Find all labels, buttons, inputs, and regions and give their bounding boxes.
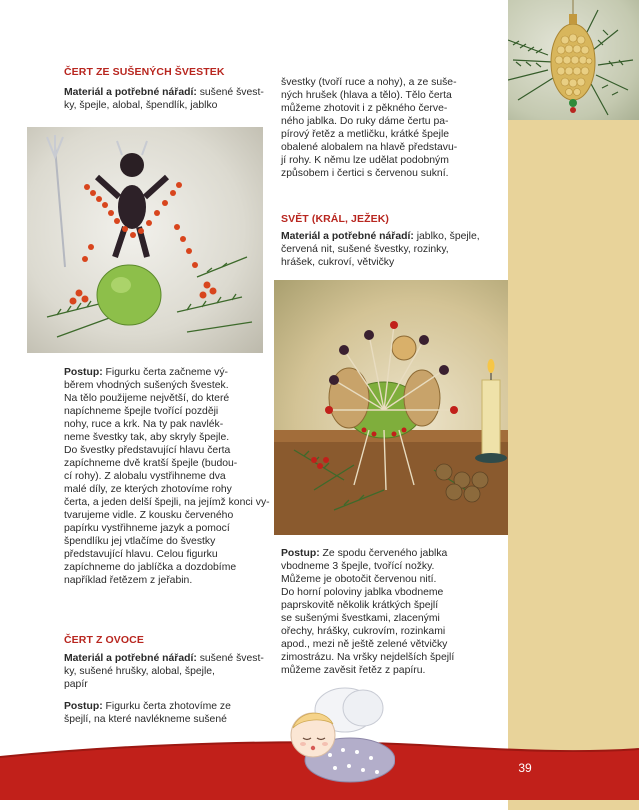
photo-plum-devil — [27, 127, 263, 353]
apple-star-illustration — [274, 280, 508, 535]
postup-paragraph-svet: Postup: Ze spodu červeného jablka vbodneme 3 špejle, tvořící nožky. Můžeme je obotočit červenou nití. Do horní poloviny jablka vbodneme paprskovitě několik krátkých špejlí se sušenými švestkami, zlacenými ořechy, hrášky, cukrovím, rozinkami apod., mezi ně ještě zelené větvičky zimostrázu. Na vršky nejdelších špejlí můžeme zavěsit řetěz z papíru. — [281, 548, 455, 676]
section-title-cert-svestky: ČERT ZE SUŠENÝCH ŠVESTEK — [64, 66, 225, 78]
sleeping-angel-figurine — [285, 680, 395, 790]
postup-label: Postup: — [64, 701, 103, 712]
material-label: Materiál a potřebné nářadí: — [64, 87, 197, 98]
material-paragraph-cert-ovoce: Materiál a potřebné nářadí: sušené švest- ky, sušené hrušky, alobal, špejle, papír — [64, 653, 264, 690]
postup-paragraph-cert-svestky: Postup: Figurku čerta začneme vý- běrem vhodných sušených švestek. Na tělo použijeme největší, do které napíchneme špejle tvořící později nohy, ruce a krk. Na ty pak navlék- neme švestky tak, aby skryly špejle. Do švestky představující hlavu čerta zapíchneme dvě kratší špejle (budou- cí rohy). Z alobalu vystřihneme dva malé díly, ze kterých zhotovíme rohy čerta, a jeden delší špejli, na jejímž konci vy- tvarujeme vidle. Z kousku červeného papírku vystřihneme jazyk a pomocí špendlíku jej vtlačíme do švestky představující hlavu. Celou figurku zapíchneme do jablíčka a dozdobíme například řetězem z jeřabin. — [64, 367, 270, 586]
postup-label: Postup: — [281, 548, 320, 559]
page-number: 39 — [518, 761, 532, 775]
ornament-illustration — [508, 0, 639, 120]
postup-label: Postup: — [64, 367, 103, 378]
material-paragraph-cert-svestky: Materiál a potřebné nářadí: sušené švest- ky, špejle, alobal, špendlík, jablko — [64, 87, 264, 111]
material-label: Materiál a potřebné nářadí: — [64, 653, 197, 664]
section-title-cert-ovoce: ČERT Z OVOCE — [64, 634, 144, 646]
section-title-svet: SVĚT (KRÁL, JEŽEK) — [281, 213, 389, 225]
material-label: Materiál a potřebné nářadí: — [281, 231, 414, 242]
plum-devil-illustration — [27, 127, 263, 353]
material-paragraph-svet: Materiál a potřebné nářadí: jablko, špejle, červená nit, sušené švestky, rozinky, hrášek, cukroví, větvičky — [281, 231, 480, 268]
ornament-photo — [508, 0, 639, 120]
right-margin-strip — [508, 0, 639, 800]
continued-paragraph-cert-ovoce: švestky (tvoří ruce a nohy), a ze suše- ných hrušek (hlava a tělo). Tělo čerta můžeme zhotovit i z pěkného červe- ného jablka. Do ruky dáme čertu pa- pírový řetěz a metličku, krátké špejle obalené alobalem na hlavě představu- jí rohy. K němu lze udělat podobným způsobem i čertici s červenou sukní. — [281, 77, 458, 179]
tan-accent-band — [508, 120, 639, 810]
photo-apple-star — [274, 280, 508, 535]
postup-paragraph-cert-ovoce: Postup: Figurku čerta zhotovíme ze špejlí, na které navlékneme sušené — [64, 701, 231, 725]
